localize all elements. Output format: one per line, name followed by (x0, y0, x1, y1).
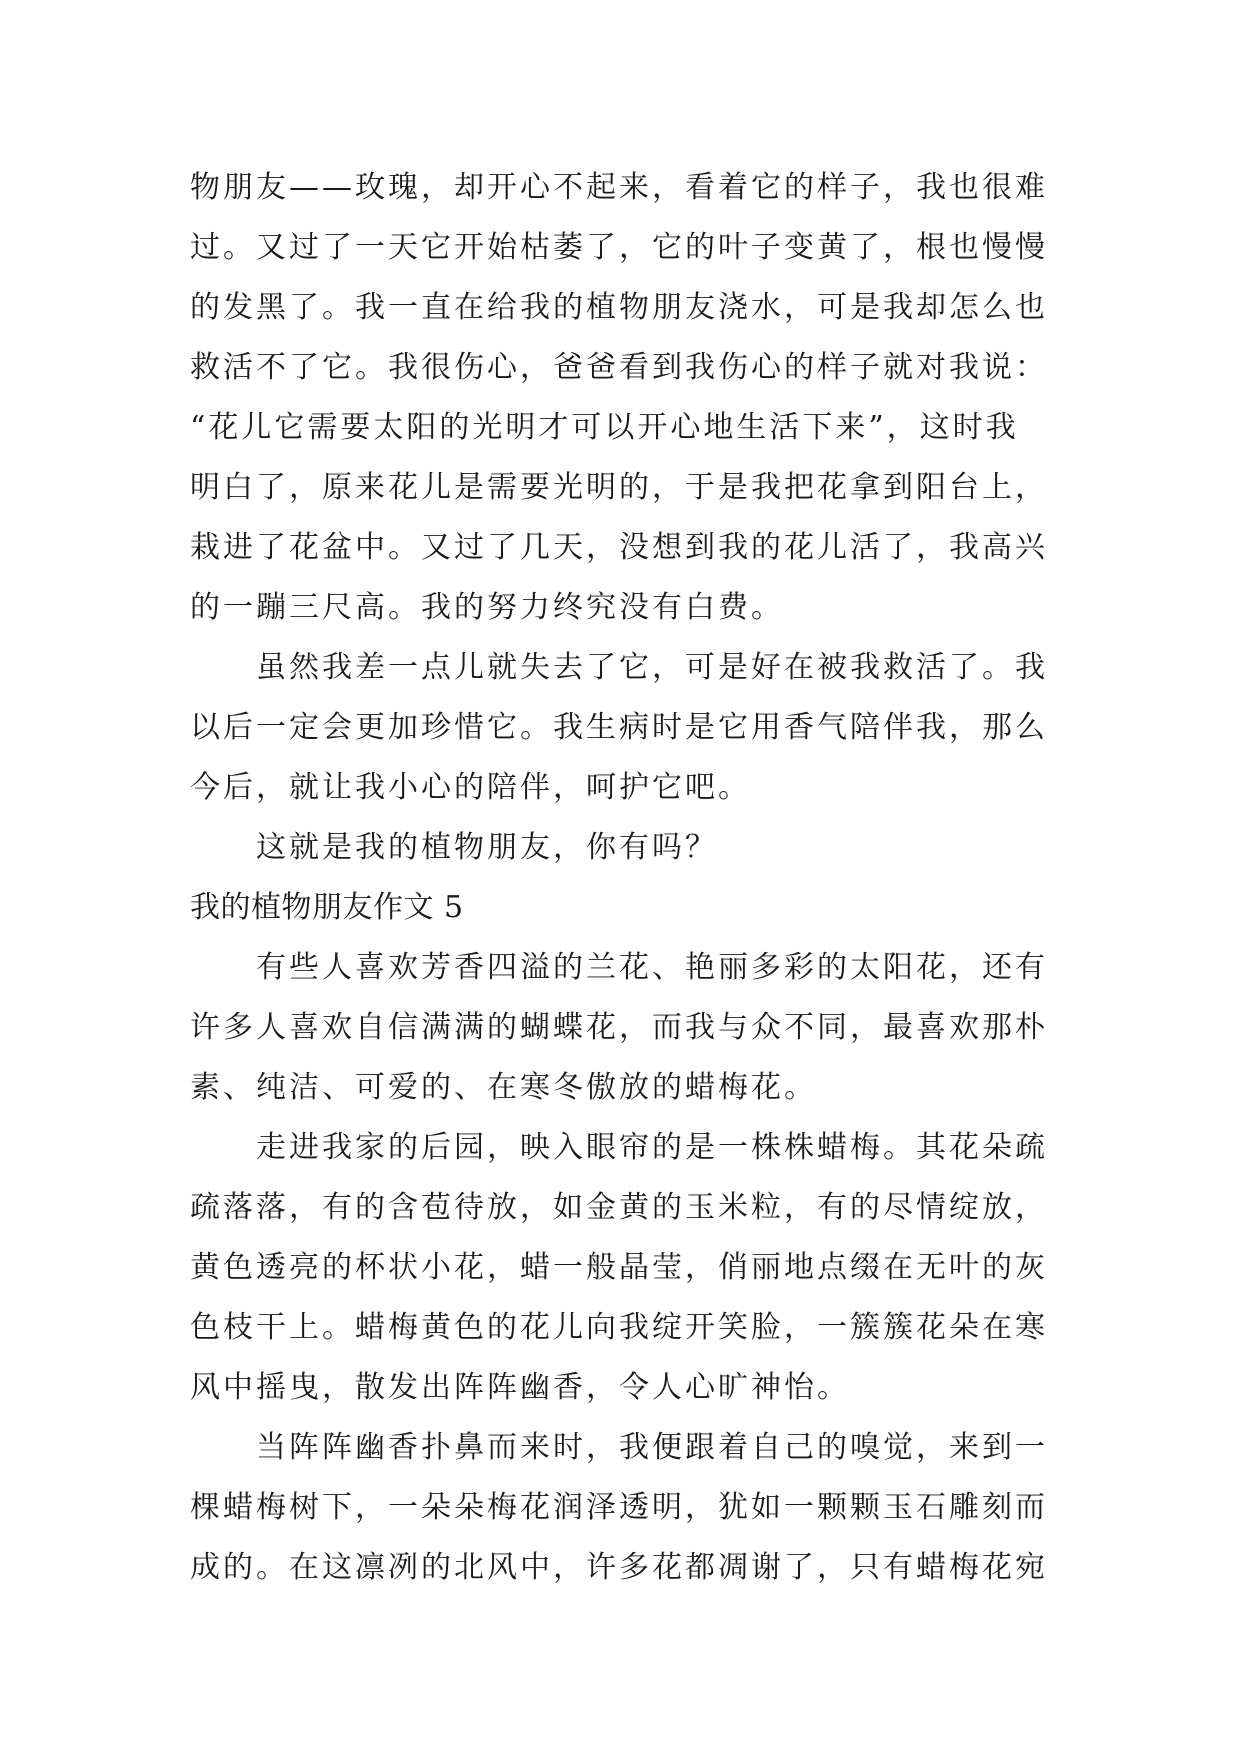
text-line: 虽然我差一点儿就失去了它，可是好在被我救活了。我 (190, 650, 1048, 685)
text-line: 当阵阵幽香扑鼻而来时，我便跟着自己的嗅觉，来到一 (190, 1430, 1048, 1465)
text-line: 走进我家的后园，映入眼帘的是一株株蜡梅。其花朵疏 (190, 1130, 1048, 1165)
text-line: 风中摇曳，散发出阵阵幽香，令人心旷神怡。 (190, 1370, 850, 1405)
text-line: 明白了，原来花儿是需要光明的，于是我把花拿到阳台上， (190, 470, 1048, 505)
text-line: 成的。在这凛冽的北风中，许多花都凋谢了，只有蜡梅花宛 (190, 1550, 1048, 1585)
text-line: 救活不了它。我很伤心，爸爸看到我伤心的样子就对我说： (190, 350, 1048, 385)
text-line: 物朋友——玫瑰，却开心不起来，看着它的样子，我也很难 (190, 170, 1048, 205)
section-heading: 我的植物朋友作文 5 (190, 890, 464, 925)
text-line: 有些人喜欢芳香四溢的兰花、艳丽多彩的太阳花，还有 (190, 950, 1048, 985)
text-line: 以后一定会更加珍惜它。我生病时是它用香气陪伴我，那么 (190, 710, 1048, 745)
essay-text (190, 158, 1050, 1598)
text-line: 的发黑了。我一直在给我的植物朋友浇水，可是我却怎么也 (190, 290, 1048, 325)
text-line: “花儿它需要太阳的光明才可以开心地生活下来”，这时我 (190, 410, 1019, 445)
text-line: 栽进了花盆中。又过了几天，没想到我的花儿活了，我高兴 (190, 530, 1048, 565)
text-line: 色枝干上。蜡梅黄色的花儿向我绽开笑脸，一簇簇花朵在寒 (190, 1310, 1048, 1345)
text-line: 过。又过了一天它开始枯萎了，它的叶子变黄了，根也慢慢 (190, 230, 1048, 265)
text-line: 今后，就让我小心的陪伴，呵护它吧。 (190, 770, 751, 805)
text-line: 许多人喜欢自信满满的蝴蝶花，而我与众不同，最喜欢那朴 (190, 1010, 1048, 1045)
text-line: 黄色透亮的杯状小花，蜡一般晶莹，俏丽地点缀在无叶的灰 (190, 1250, 1048, 1285)
text-line: 素、纯洁、可爱的、在寒冬傲放的蜡梅花。 (190, 1070, 817, 1105)
text-line: 的一蹦三尺高。我的努力终究没有白费。 (190, 590, 784, 625)
text-line: 这就是我的植物朋友，你有吗？ (190, 830, 718, 865)
text-line: 疏落落，有的含苞待放，如金黄的玉米粒，有的尽情绽放， (190, 1190, 1048, 1225)
text-line: 棵蜡梅树下，一朵朵梅花润泽透明，犹如一颗颗玉石雕刻而 (190, 1490, 1048, 1525)
